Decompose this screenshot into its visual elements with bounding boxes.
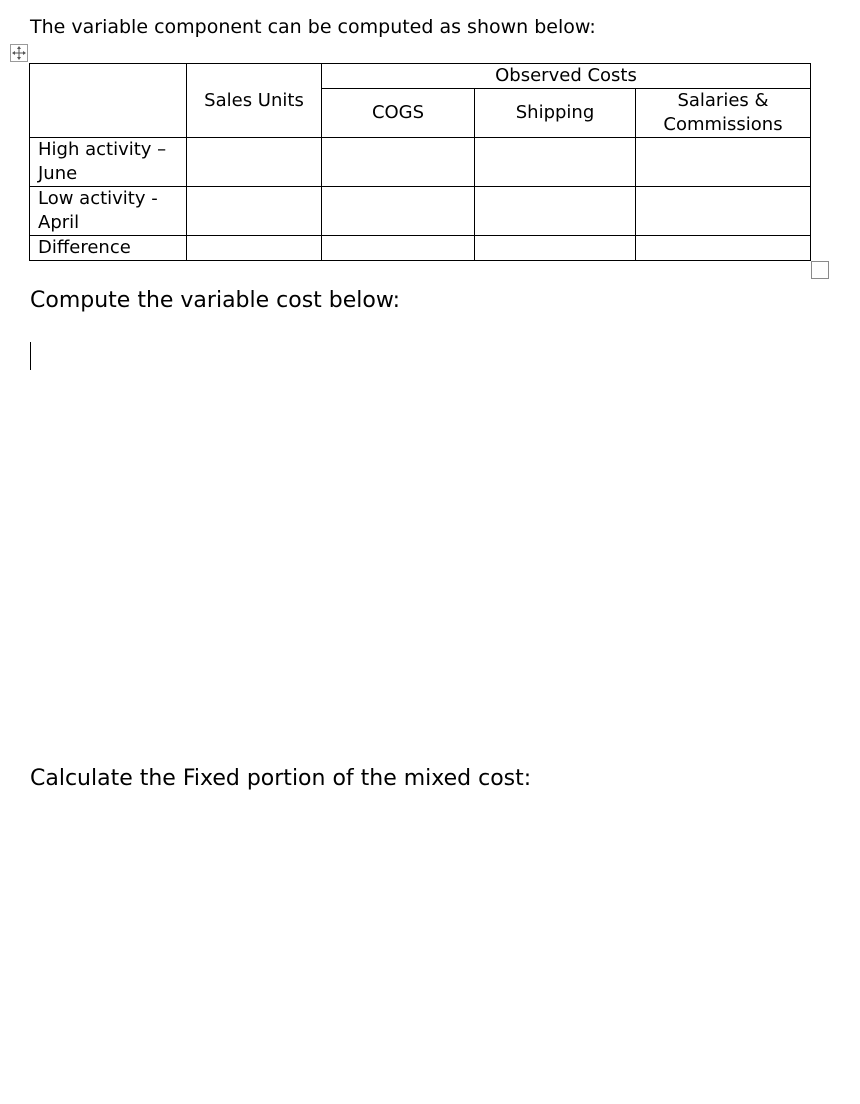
row-label-high-activity[interactable]: High activity – June [30, 138, 187, 187]
move-arrows-icon [11, 45, 27, 61]
table-row-difference [30, 236, 811, 261]
variable-cost-prompt: Compute the variable cost below: [30, 288, 401, 313]
cell-low-sales-units[interactable] [187, 187, 322, 236]
resize-square-icon[interactable] [811, 261, 829, 279]
header-cogs[interactable]: COGS [322, 89, 475, 138]
header-sales-units[interactable]: Sales Units [187, 64, 322, 138]
cell-high-shipping[interactable] [475, 138, 636, 187]
cell-high-sales-units[interactable] [187, 138, 322, 187]
text-cursor[interactable] [30, 342, 31, 370]
empty-corner-cell[interactable] [30, 64, 187, 138]
intro-text: The variable component can be computed as shown below: [30, 16, 596, 38]
row-label-low-activity[interactable]: Low activity - April [30, 187, 187, 236]
header-salaries-commissions[interactable]: Salaries & Commissions [636, 89, 811, 138]
cell-diff-sales-units[interactable] [187, 236, 322, 261]
header-shipping[interactable]: Shipping [475, 89, 636, 138]
cell-high-salaries[interactable] [636, 138, 811, 187]
fixed-cost-prompt: Calculate the Fixed portion of the mixed cost: [30, 766, 532, 791]
cell-diff-cogs[interactable] [322, 236, 475, 261]
cell-high-cogs[interactable] [322, 138, 475, 187]
cell-low-salaries[interactable] [636, 187, 811, 236]
table-row-high-activity [30, 138, 811, 187]
cell-diff-salaries[interactable] [636, 236, 811, 261]
cell-low-shipping[interactable] [475, 187, 636, 236]
table-move-handle-icon[interactable] [10, 44, 28, 62]
cost-table [29, 63, 811, 261]
table-row-low-activity [30, 187, 811, 236]
row-label-difference[interactable]: Difference [30, 236, 187, 261]
cell-low-cogs[interactable] [322, 187, 475, 236]
header-observed-costs[interactable]: Observed Costs [322, 64, 811, 89]
table-header-row [30, 64, 811, 89]
cell-diff-shipping[interactable] [475, 236, 636, 261]
